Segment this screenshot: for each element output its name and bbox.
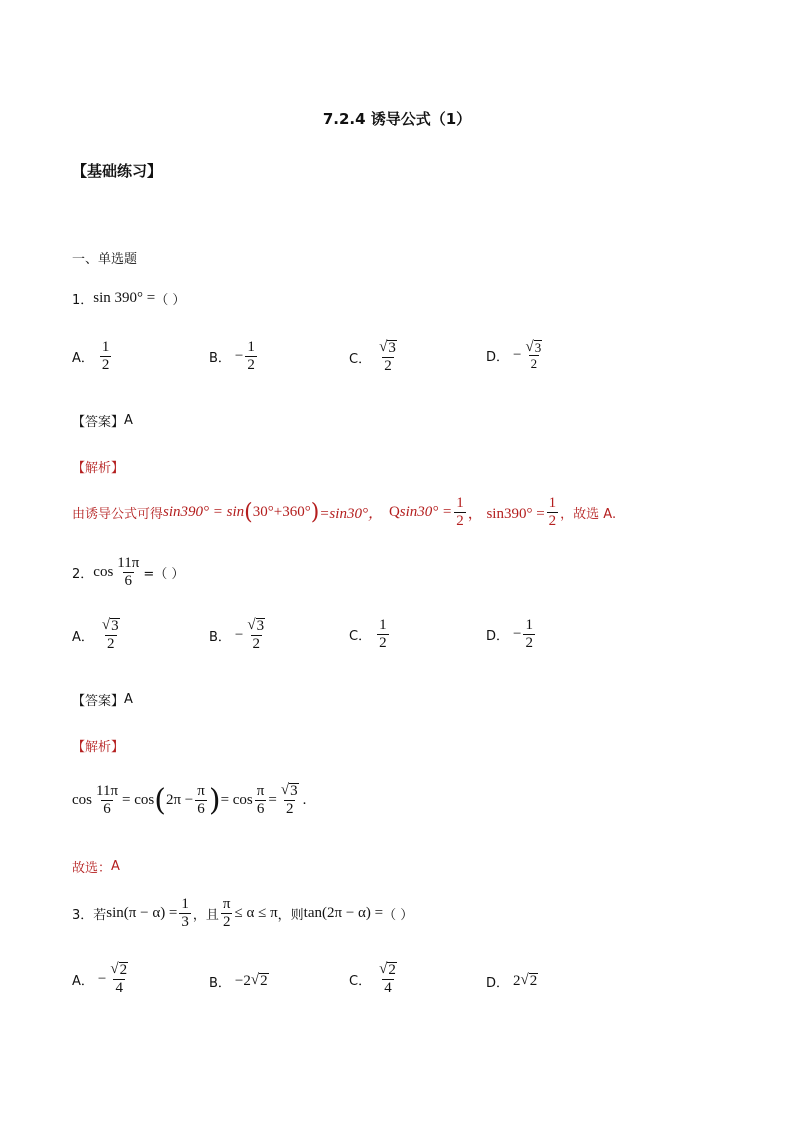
q1-option-a[interactable]: A． $\frac{1}{2}$ [72, 339, 110, 373]
q3-option-c[interactable]: C． √ 2 4 [349, 962, 401, 997]
q2-answer: 【答案】 A [72, 692, 133, 709]
section-heading: 【基础练习】 [72, 162, 163, 180]
q2-conclusion: 故选： A [72, 859, 120, 876]
sqrt-symbol: √ 3 [525, 339, 542, 355]
q1-option-b[interactable]: B． − $\frac{1}{2}$ [209, 339, 255, 373]
sqrt-symbol: √ 3 [379, 339, 396, 356]
answer-blank: （ ） [155, 293, 186, 308]
sqrt-symbol: √ 3 [280, 782, 298, 800]
fraction: $\frac{1}{2}$ [247, 339, 255, 373]
q3-option-b[interactable]: B． −2 √ 2 [209, 972, 268, 991]
q1-analysis-label: 【解析】 [72, 461, 125, 476]
q1-option-d[interactable]: D． − √ 3 2 [486, 340, 546, 371]
fraction: $\frac{1}{2}$ [101, 339, 110, 373]
fraction: $\frac{1}{2}$ [525, 617, 533, 651]
q2-option-b[interactable]: B． − √ 3 2 [209, 618, 269, 653]
question-1-stem: sin 390° = [93, 290, 156, 306]
q1-answer: 【答案】 A [72, 413, 133, 430]
fraction: √ 3 2 [247, 617, 265, 652]
q2-option-d[interactable]: D． − $\frac{1}{2}$ [486, 617, 533, 651]
question-3: 3． 若 sin(π − α) = $\frac{1}{3}$ ，且 $\frac{\pi}{2}$ ≤ α ≤ π ，则 tan(2π − α) = （ ） [72, 896, 414, 930]
q3-option-a[interactable]: A． − √ 2 4 [72, 962, 132, 997]
sqrt-symbol: √ 3 [101, 617, 119, 634]
fraction: √ 2 4 [379, 961, 396, 996]
q2-analysis-label: 【解析】 [72, 740, 125, 755]
sqrt-symbol: √ 3 [247, 617, 265, 634]
question-2: 2． cos $\frac{11\pi}{6}$ =（ ） [72, 555, 185, 589]
page-title: 7.2.4 诱导公式（1） [322, 110, 472, 128]
question-1: 1． sin 390° = （ ） [72, 290, 186, 308]
q1-analysis: 由诱导公式可得 sin390° = sin ( 30°+360° ) =sin30°， Q sin30° = $\frac{1}{2}$ ， sin390° = $\frac{1}{2}$ ，故选 A. [72, 495, 617, 529]
fraction: √ 3 2 [101, 617, 119, 652]
fraction: √ 3 2 [525, 339, 542, 371]
q2-option-c[interactable]: C． $\frac{1}{2}$ [349, 617, 387, 651]
q1-option-c[interactable]: C． √ 3 2 [349, 340, 401, 375]
sqrt-symbol: √ 2 [379, 961, 396, 978]
subsection-heading: 一、单选题 [72, 252, 138, 267]
fraction: √ 3 2 [379, 339, 396, 374]
q2-analysis: cos $\frac{11\pi}{6}$ = cos ( 2π − $\frac{\pi}{6}$ ) = cos $\frac{\pi}{6}$ = √ 3 2 . [72, 782, 307, 818]
q3-option-d[interactable]: D． 2 √ 2 [486, 972, 538, 991]
sqrt-symbol: √ 2 [250, 972, 268, 990]
q2-option-a[interactable]: A． √ 3 2 [72, 618, 124, 653]
fraction: √ 2 4 [110, 961, 128, 996]
fraction: $\frac{1}{2}$ [379, 617, 387, 651]
sqrt-symbol: √ 2 [110, 961, 128, 978]
sqrt-symbol: √ 2 [520, 972, 538, 990]
